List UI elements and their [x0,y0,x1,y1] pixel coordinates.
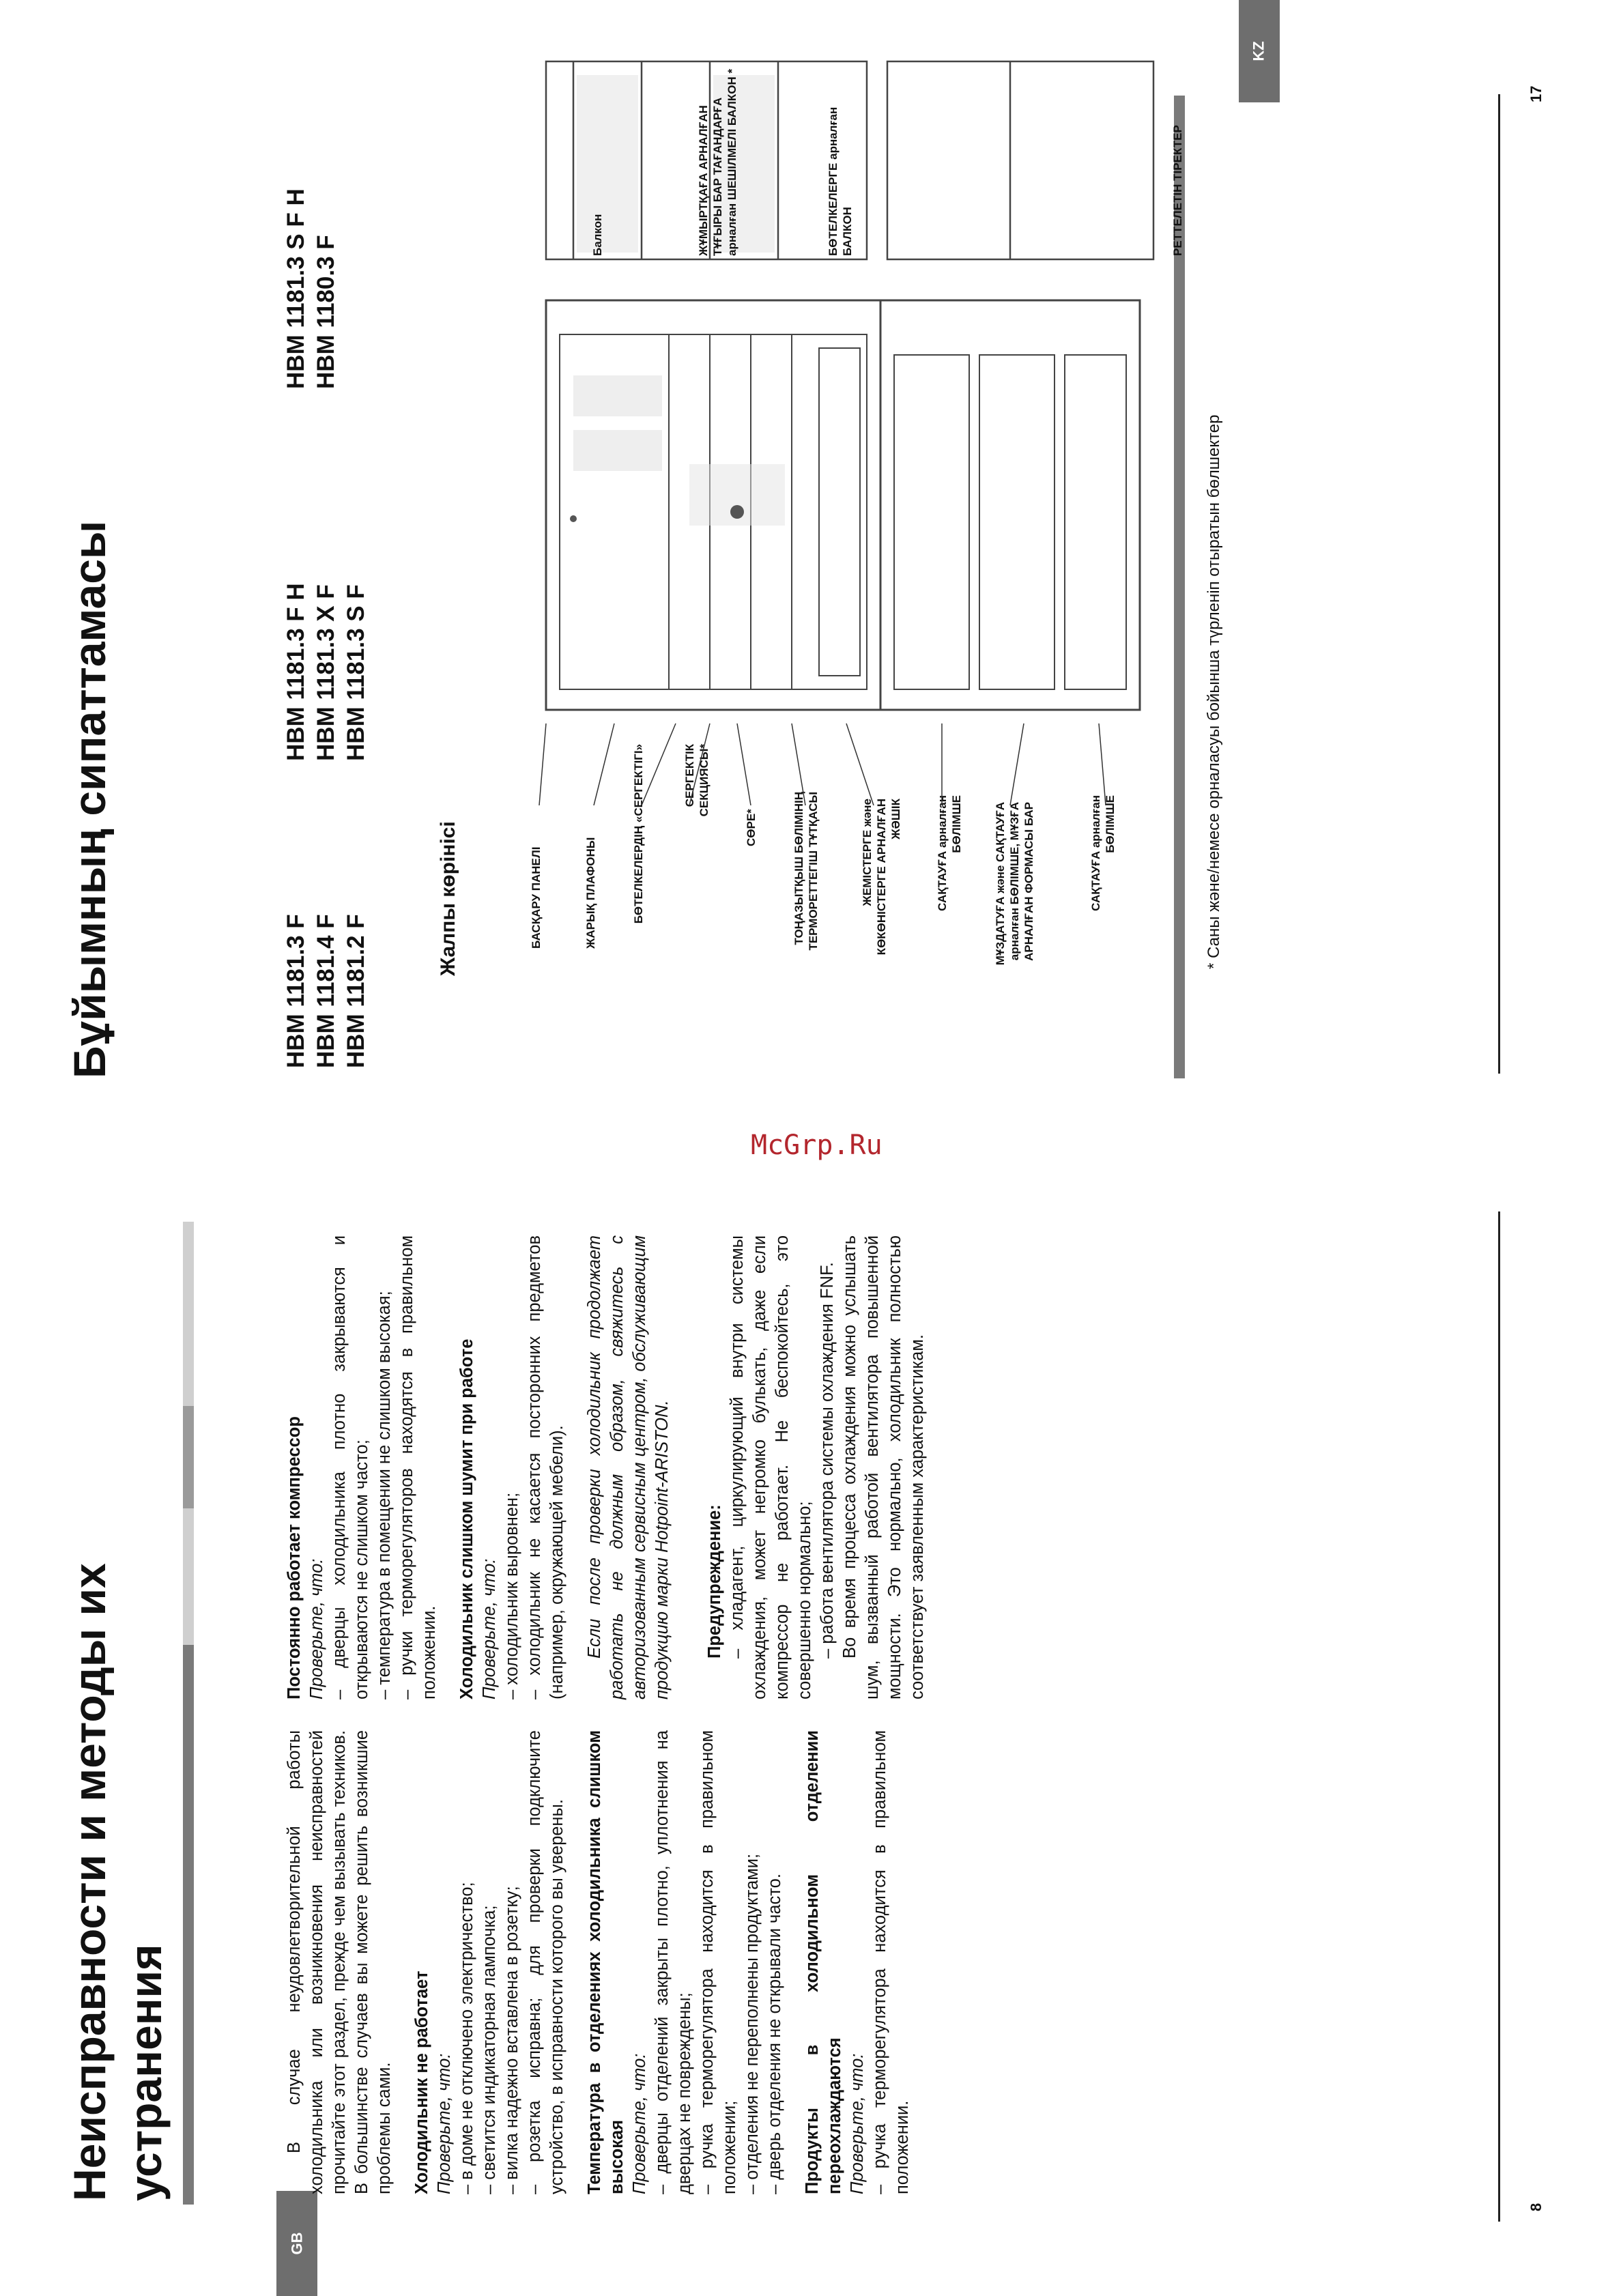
label-storage-2: САҚТАУҒА арналған БӨЛІМШЕ [1089,795,1117,911]
callout-lines [532,683,1147,805]
label-shelf: СӨРЕ* [745,809,758,846]
label-balcony: Балкон [591,214,604,256]
label-freezing: МҰЗДАТУҒА және САҚТАУҒА арналған БӨЛІМШЕ, МҰЗҒА АРНАЛҒАН ФОРМАСЫ БАР [994,802,1035,966]
models-col-1: HBM 1181.3 F HBM 1181.4 F HBM 1181.2 F [283,914,369,1068]
label-removable-balcony: ЖҰМЫРТҚАҒА АРНАЛҒАН ТҰҒЫРЫ БАР ТАҒАНДАРҒА арналған ШЕШІЛМЕЛІ БАЛКОН * [697,68,738,256]
watermark: McGrp.Ru [751,1130,883,1161]
heading-overcooling: Продукты в холодильном отделении переохлаждаются [803,1730,844,2194]
subtitle-general-view: Жалпы көрінісі [437,821,459,976]
page-number-8: 8 [1527,2202,1545,2211]
models-col-3: HBM 1181.3 S F H HBM 1180.3 F [283,188,339,389]
heading-not-working: Холодильник не работает [412,1970,431,2194]
heading-noise: Холодильник слишком шумит при работе [457,1338,476,1699]
page-title-gb: Неисправности и методы их устранения [64,1563,171,2201]
refrigerator-diagram [532,293,1174,730]
label-bottle-freshness: БӨТЕЛКЕЛЕРДІҢ «СЕРГЕКТІГІ» [632,744,645,924]
label-fresh-section: СЕРГЕКТІК СЕКЦИЯСЫ* [683,744,711,817]
label-light: ЖАРЫҚ ПЛАФОНЫ [584,837,597,949]
text-column-1: В случае неудовлетворительной работы холодильника или возникновения неисправностей прочитайте этот раздел, прежде чем вызывать техников. В большинстве случаев вы можете решить возникшие проблемы сами. Холодильник не работает Проверьте, что: – в доме не отключено электричество; – светится индикаторная лампочка; – вилка надежно вставлена в розетку; – розетка исправна; для проверки подключите устройство, в исправности которого вы уверены. Температура в отделениях холодильника слишком высокая Проверьте, что: – дверцы отделений закрыты плотно, уплотнения на дверцах не повреждены; – ручка терморегулятора находится в правильном положении; – отделения не переполнены продуктами; – дверь отделения не открывали часто. Продукты в холодильном отделении переохлаждаются Проверьте, что: – ручка терморегулятора находится в правильном положении. [285,1730,912,2194]
label-storage-1: САҚТАУҒА арналған БӨЛІМШЕ [936,795,963,911]
language-tab-gb: GB [276,2191,317,2296]
label-control-panel: БАСҚАРУ ПАНЕЛІ [530,846,543,949]
heading-compressor: Постоянно работает компрессор [285,1416,304,1699]
label-adjustable-feet: РЕТТЕЛЕТІН ТІРЕКТЕР [1171,125,1184,256]
service-note: Если после проверки холодильник продолжает работать не должным образом, свяжитесь с авторизованным сервисным центром, обслуживающим продукцию марки Hotpoint-ARISTON. [585,1235,672,1699]
models-col-2: HBM 1181.3 F H HBM 1181.3 X F HBM 1181.3 S F [283,583,369,761]
page-number-17: 17 [1527,85,1545,102]
footnote-kz: * Саны және/немесе орналасуы бойынша түрленіп отыратын бөлшектер [1205,414,1223,969]
vertical-rule-right [1498,94,1500,1074]
page-title-kz: Бұйымның сипаттамасы [64,520,115,1078]
heading-warning: Предупреждение: [705,1504,724,1659]
language-tab-kz: KZ [1239,0,1280,102]
label-bottle-balcony: БӨТЕЛКЕЛЕРГЕ арналған БАЛКОН [827,106,854,256]
header-rule-left [183,1222,194,2205]
text-column-2: Постоянно работает компрессор Проверьте, что: – дверцы холодильника плотно закрываются и открываются не слишком часто; – температура в помещении не слишком высокая; – ручки терморегуляторов находятся в правильном положении. Холодильник слишком шумит при работе Проверьте, что: – холодильник выровнен; – холодильник не касается посторонних предметов (например, окружающей мебели). Если после проверки холодильник продолжает работать не должным образом, свяжитесь с авторизованным сервисным центром, обслуживающим продукцию марки Hotpoint-ARISTON. Предупреждение: – хладагент, циркулирующий внутри системы охлаждения, может негромко булькать, даже если компрессор не работает. Не беспокойтесь, это совершенно нормально; – работа вентилятора системы охлаждения FNF. Во время процесса охлаждения можно услышать шум, вызванный работой вентилятора повышенной мощности. Это нормально, холодильник полностью соответствует заявленным характеристикам. [285,1235,927,1699]
heading-temperature-high: Температура в отделениях холодильника слишком высокая [585,1730,627,2194]
vertical-rule-left [1498,1211,1500,2222]
label-thermostat: ТОҢАЗЫТҚЫШ БӨЛІМІНІҢ ТЕРМОРЕТТЕГІШ ТҰТҚАСЫ [792,792,820,951]
label-fruit-drawer: ЖЕМІСТЕРГЕ және КӨКӨНІСТЕРГЕ АРНАЛҒАН ЖӘШІК [861,799,902,956]
